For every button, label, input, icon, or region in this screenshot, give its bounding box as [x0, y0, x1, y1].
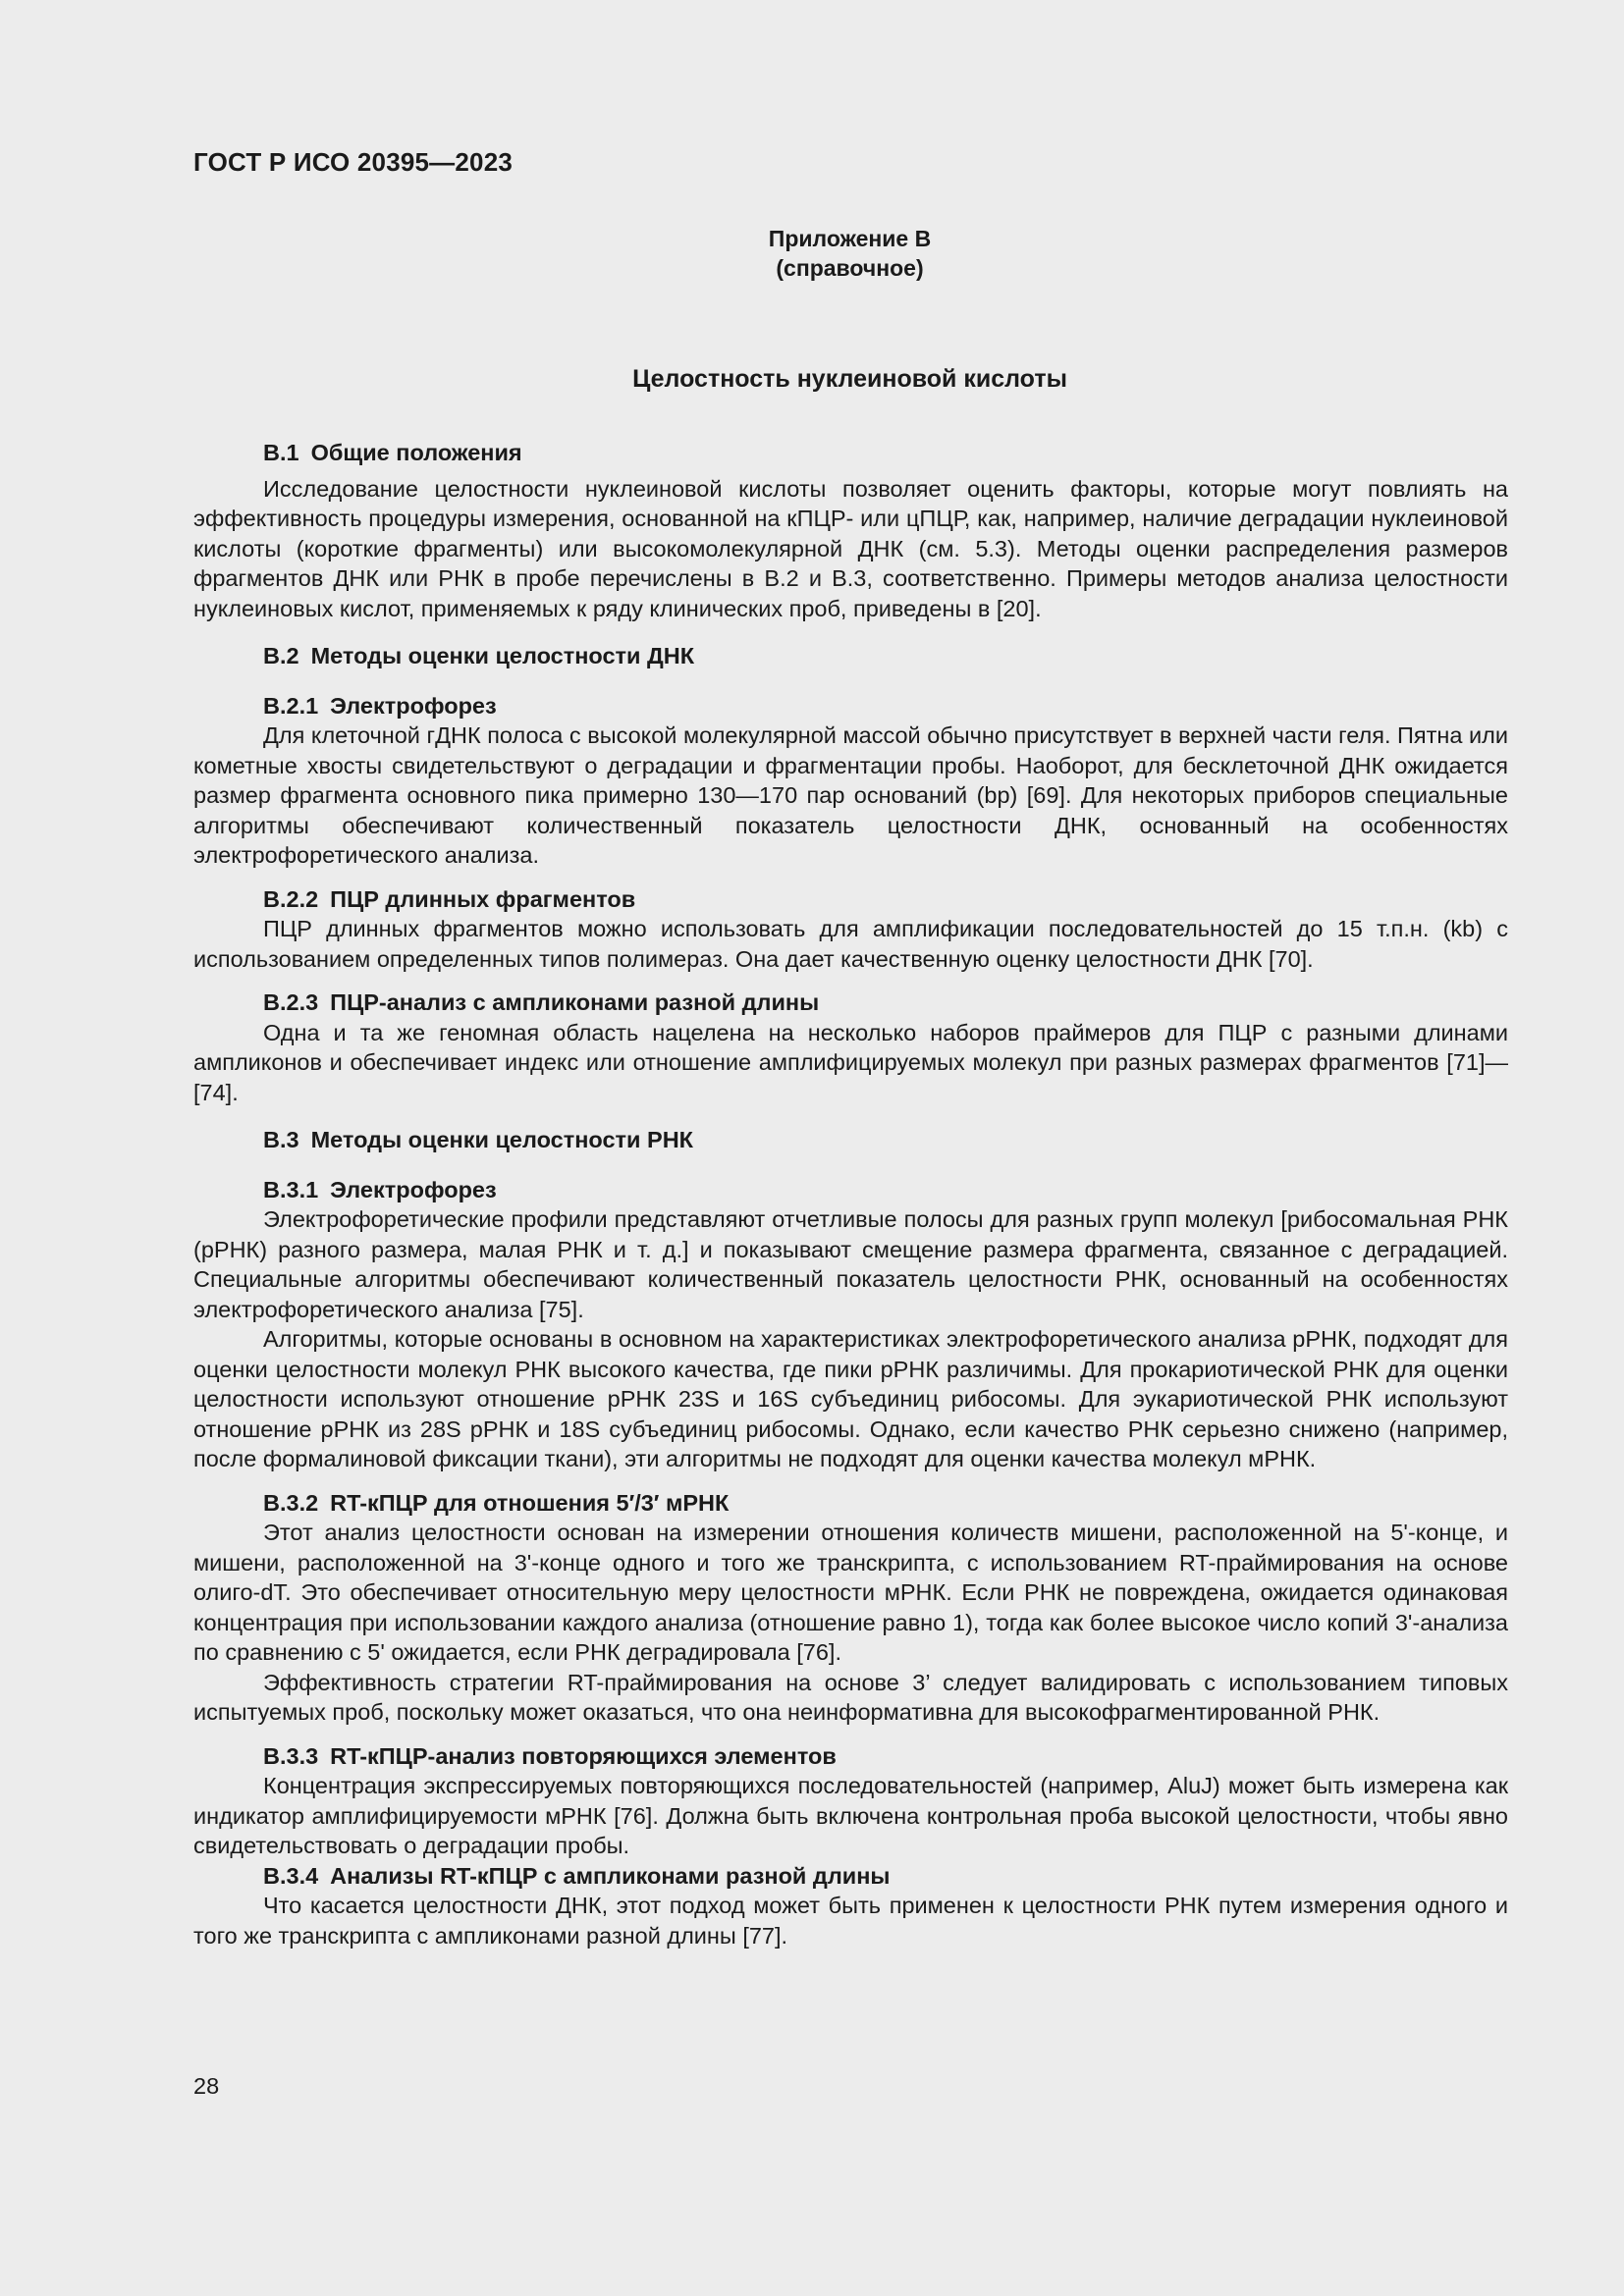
- section-title: ПЦР длинных фрагментов: [330, 885, 636, 912]
- section-title: RT-кПЦР для отношения 5′/3′ мРНК: [330, 1489, 730, 1516]
- section-title: Анализы RT-кПЦР с ампликонами разной длины: [330, 1862, 891, 1889]
- subsection-heading-b32: [193, 1488, 1508, 1519]
- section-title: Методы оценки целостности ДНК: [310, 643, 695, 668]
- section-number: В.2.2: [263, 885, 319, 912]
- paragraph: Эффективность стратегии RT-праймирования на основе 3’ следует валидировать с использованием типовых испытуемых проб, поскольку может оказаться, что она неинформативна для высокофрагментированной РНК.: [193, 1669, 1508, 1725]
- section-number: В.3.1: [263, 1176, 319, 1202]
- document-body: [193, 438, 1508, 1950]
- section-heading-b1: [193, 438, 1508, 468]
- paragraph: Что касается целостности ДНК, этот подход может быть применен к целостности РНК путем измерения одного и того же транскрипта с ампликонами разной длины [77].: [193, 1893, 1508, 1949]
- paragraph: Концентрация экспрессируемых повторяющихся последовательностей (например, AluJ) может быть измерена как индикатор амплифицируемости мРНК [76]. Должна быть включена контрольная проба высокой целостности, чтобы явно свидетельствовать о деградации пробы.: [193, 1773, 1508, 1858]
- section-heading-b3: [193, 1125, 1508, 1155]
- paragraph: Для клеточной гДНК полоса с высокой молекулярной массой обычно присутствует в верхней части геля. Пятна или кометные хвосты свидетельствуют о деградации и фрагментации пробы. Наоборот, для бесклеточной ДНК ожидается размер фрагмента основного пика примерно 130—170 пар оснований (bp) [69]. Для некоторых приборов специальные алгоритмы обеспечивают количественный показатель целостности ДНК, основанный на особенностях электрофоретического анализа.: [193, 722, 1508, 868]
- section-number: В.3.3: [263, 1742, 319, 1769]
- subsection-heading-b34: [193, 1861, 1508, 1892]
- annex-heading: [0, 224, 1624, 283]
- section-title: Методы оценки целостности РНК: [310, 1127, 694, 1152]
- paragraph: Одна и та же геномная область нацелена на несколько наборов праймеров для ПЦР с разными длинами ампликонов и обеспечивает индекс или отношение амплифицируемых молекул при разных размерах фрагментов [71]—[74].: [193, 1019, 1508, 1105]
- subsection-heading-b23: [193, 988, 1508, 1018]
- subsection-heading-b31: [193, 1175, 1508, 1205]
- section-title: Электрофорез: [330, 692, 497, 719]
- section-number: В.3.2: [263, 1489, 319, 1516]
- section-number: В.2: [263, 643, 299, 668]
- section-title: Общие положения: [310, 440, 522, 465]
- paragraph: Электрофоретические профили представляют отчетливые полосы для разных групп молекул [рибосомальная РНК (рРНК) разного размера, малая РНК и т. д.] и показывают смещение размера фрагмента, связанное с деградацией. Специальные алгоритмы обеспечивают количественный показатель целостности РНК, основанный на особенностях электрофоретического анализа [75].: [193, 1206, 1508, 1322]
- section-number: В.3: [263, 1127, 299, 1152]
- paragraph: Алгоритмы, которые основаны в основном на характеристиках электрофоретического анализа рРНК, подходят для оценки целостности молекул РНК высокого качества, где пики рРНК различимы. Для прокариотической РНК для оценки целостности используют отношение рРНК 23S и 16S субъединиц рибосомы. Для эукариотической РНК используют отношение рРНК из 28S рРНК и 18S субъединиц рибосомы. Однако, если качество РНК серьезно снижено (например, после формалиновой фиксации ткани), эти алгоритмы не подходят для оценки качества молекул мРНК.: [193, 1326, 1508, 1471]
- annex-type: (справочное): [776, 255, 924, 281]
- section-number: В.2.3: [263, 989, 319, 1015]
- paragraph: Исследование целостности нуклеиновой кислоты позволяет оценить факторы, которые могут повлиять на эффективность процедуры измерения, основанной на кПЦР- или цПЦР, как, например, наличие деградации нуклеиновой кислоты (короткие фрагменты) или высокомолекулярной ДНК (см. 5.3). Методы оценки распределения размеров фрагментов ДНК или РНК в пробе перечислены в В.2 и В.3, соответственно. Примеры методов анализа целостности нуклеиновых кислот, применяемых к ряду клинических проб, приведены в [20].: [193, 475, 1508, 621]
- subsection-heading-b22: [193, 884, 1508, 915]
- section-number: В.1: [263, 440, 299, 465]
- paragraph: Этот анализ целостности основан на измерении отношения количеств мишени, расположенной на 5'-конце, и мишени, расположенной на 3'-конце одного и того же транскрипта, с использованием RT-праймирования на основе олиго-dT. Это обеспечивает относительную меру целостности мРНК. Если РНК не повреждена, ожидается одинаковая концентрация при использовании каждого анализа (отношение равно 1), тогда как более высокое число копий 3'-анализа по сравнению с 5' ожидается, если РНК деградировала [76].: [193, 1520, 1508, 1665]
- section-title: ПЦР-анализ с ампликонами разной длины: [330, 989, 820, 1015]
- subsection-heading-b21: [193, 691, 1508, 721]
- section-title: Электрофорез: [330, 1176, 497, 1202]
- annex-title: Приложение В: [768, 226, 932, 251]
- annex-main-title: Целостность нуклеиновой кислоты: [632, 365, 1067, 393]
- section-heading-b2: [193, 641, 1508, 671]
- document-code: ГОСТ Р ИСО 20395—2023: [193, 147, 514, 177]
- section-number: В.2.1: [263, 692, 319, 719]
- section-title: RT-кПЦР-анализ повторяющихся элементов: [330, 1742, 837, 1769]
- subsection-heading-b33: [193, 1741, 1508, 1772]
- section-number: В.3.4: [263, 1862, 319, 1889]
- page-number: 28: [193, 2073, 220, 2099]
- paragraph: ПЦР длинных фрагментов можно использовать для амплификации последовательностей до 15 т.п.н. (kb) с использованием определенных типов полимераз. Она дает качественную оценку целостности ДНК [70].: [193, 916, 1508, 972]
